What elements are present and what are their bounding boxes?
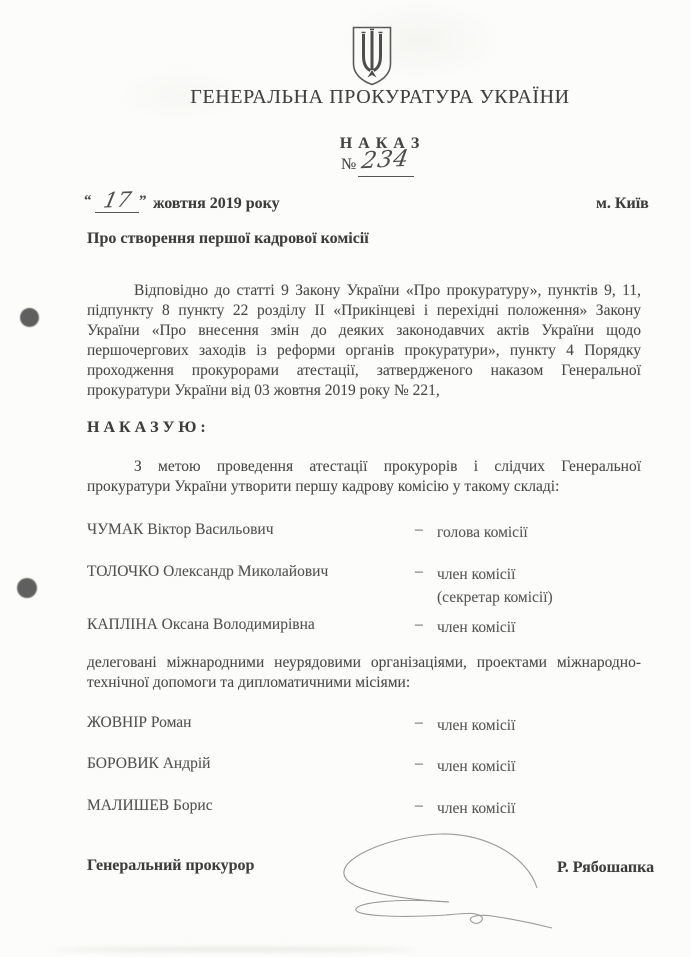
document-subject: Про створення першої кадрової комісії <box>87 230 369 247</box>
dash-separator: – <box>415 563 423 580</box>
delegated-member-row <box>87 797 641 817</box>
dash-separator: – <box>415 521 423 538</box>
member-role-secondary: (секретар комісії) <box>437 589 553 606</box>
signer-title: Генеральний прокурор <box>87 857 255 874</box>
member-role: член комісії <box>437 566 516 583</box>
member-name: КАПЛІНА Оксана Володимирівна <box>87 616 315 633</box>
member-name: ЖОВНІР Роман <box>87 714 192 731</box>
preamble-paragraph: Відповідно до статті 9 Закону України «Про прокуратуру», пунктів 9, 11, підпункту 8 пункту 22 розділу II «Прикінцеві і перехідні положення» Закону України «Про внесення змін до деяких законодавчих актів України щодо першочергових заходів із реформи органів прокуратури», пункту 4 Порядку проходження прокурорами атестації, затвердженого наказом Генеральної прокуратури України від 03 жовтня 2019 року № 221, <box>87 282 641 399</box>
number-label: № <box>341 156 357 173</box>
member-role: член комісії <box>437 800 516 817</box>
punch-hole-icon <box>17 578 37 598</box>
date-day-underline <box>95 212 139 213</box>
signer-name: Р. Рябошапка <box>557 859 655 876</box>
city-label: м. Київ <box>596 195 649 212</box>
date-open-quote: “ <box>84 193 92 209</box>
date-close-quote: ” <box>139 193 147 209</box>
member-role: член комісії <box>437 758 516 775</box>
scan-smudge-artifact <box>55 947 415 952</box>
dash-separator: – <box>415 616 423 633</box>
ukraine-trident-emblem-icon <box>350 25 394 92</box>
signature-icon <box>330 818 565 943</box>
member-name: ТОЛОЧКО Олександр Миколайович <box>87 563 329 580</box>
dash-separator: – <box>415 714 423 731</box>
handwritten-date-day: 17 <box>101 187 134 213</box>
member-name: МАЛИШЕВ Борис <box>87 797 213 814</box>
commission-member-row <box>87 563 641 606</box>
member-role: член комісії <box>437 717 516 734</box>
punch-hole-icon <box>20 308 39 327</box>
member-name: БОРОВИК Андрій <box>87 755 211 772</box>
document-type-heading: Н А К А З <box>339 135 421 152</box>
delegated-member-row <box>87 714 641 734</box>
delegated-members-note: делеговані міжнародними неурядовими організаціями, проектами міжнародно-технічної допомоги та дипломатичними місіями: <box>87 654 641 691</box>
order-intro-paragraph: З метою проведення атестації прокурорів і слідчих Генеральної прокуратури України утворити першу кадрову комісію у такому складі: <box>87 458 641 495</box>
member-name: ЧУМАК Віктор Васильович <box>87 521 274 538</box>
commission-member-row <box>87 616 641 636</box>
order-keyword: Н А К А З У Ю : <box>87 419 206 436</box>
organization-title: ГЕНЕРАЛЬНА ПРОКУРАТУРА УКРАЇНИ <box>190 86 570 108</box>
member-role: член комісії <box>437 619 516 636</box>
handwritten-document-number: 234 <box>359 145 412 175</box>
member-role: голова комісії <box>437 524 528 541</box>
commission-member-row <box>87 521 641 541</box>
date-text: жовтня 2019 року <box>153 195 280 212</box>
dash-separator: – <box>415 797 423 814</box>
number-underline <box>358 176 414 177</box>
dash-separator: – <box>415 755 423 772</box>
delegated-member-row <box>87 755 641 775</box>
